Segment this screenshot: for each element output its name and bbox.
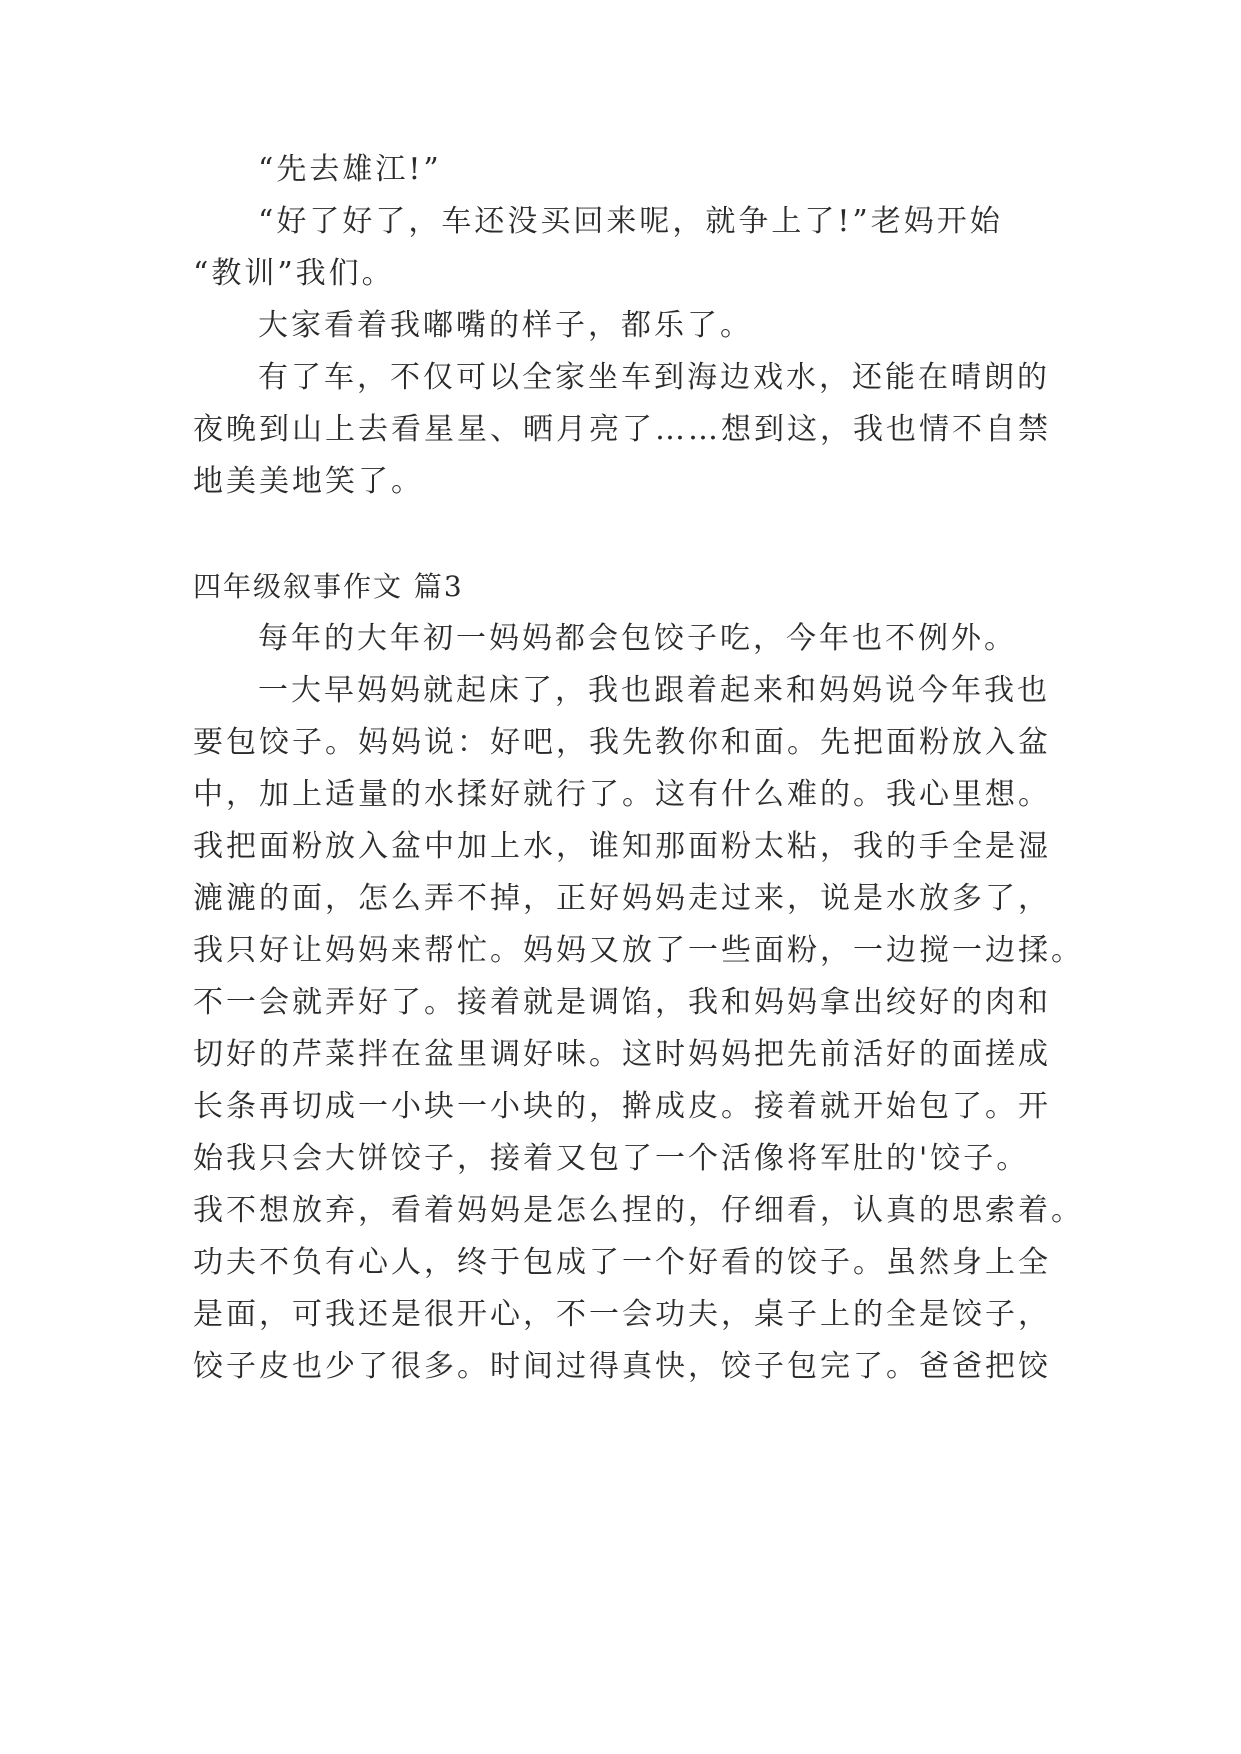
text-line: 我只好让妈妈来帮忙。妈妈又放了一些面粉，一边搅一边揉。 xyxy=(193,933,1084,968)
text-line: 地美美地笑了。 xyxy=(193,464,424,499)
text-line: 长条再切成一小块一小块的，擀成皮。接着就开始包了。开 xyxy=(193,1089,1051,1124)
text-line: 要包饺子。妈妈说：好吧，我先教你和面。先把面粉放入盆 xyxy=(193,725,1051,760)
text-line: 大家看着我嘟嘴的样子，都乐了。 xyxy=(258,308,753,343)
text-line: 每年的大年初一妈妈都会包饺子吃，今年也不例外。 xyxy=(258,621,1017,656)
section-heading: 四年级叙事作文 篇3 xyxy=(193,570,464,603)
text-line: 不一会就弄好了。接着就是调馅，我和妈妈拿出绞好的肉和 xyxy=(193,985,1051,1020)
text-line: 漉漉的面，怎么弄不掉，正好妈妈走过来，说是水放多了， xyxy=(193,881,1051,916)
text-line: 切好的芹菜拌在盆里调好味。这时妈妈把先前活好的面搓成 xyxy=(193,1037,1051,1072)
text-line: 我不想放弃，看着妈妈是怎么捏的，仔细看，认真的思索着。 xyxy=(193,1193,1084,1228)
text-line: “好了好了，车还没买回来呢，就争上了!”老妈开始 xyxy=(258,204,1003,239)
text-line: 一大早妈妈就起床了，我也跟着起来和妈妈说今年我也 xyxy=(258,673,1050,708)
text-line: 饺子皮也少了很多。时间过得真快，饺子包完了。爸爸把饺 xyxy=(193,1349,1051,1384)
text-line: 我把面粉放入盆中加上水，谁知那面粉太粘，我的手全是湿 xyxy=(193,829,1051,864)
text-line: 功夫不负有心人，终于包成了一个好看的饺子。虽然身上全 xyxy=(193,1245,1051,1280)
text-line: 是面，可我还是很开心，不一会功夫，桌子上的全是饺子， xyxy=(193,1297,1051,1332)
text-line: “先去雄江!” xyxy=(258,152,442,187)
text-line: 有了车，不仅可以全家坐车到海边戏水，还能在晴朗的 xyxy=(258,360,1050,395)
text-line: “教训”我们。 xyxy=(193,256,395,291)
text-line: 夜晚到山上去看星星、晒月亮了……想到这，我也情不自禁 xyxy=(193,412,1051,447)
text-line: 始我只会大饼饺子，接着又包了一个活像将军肚的'饺子。 xyxy=(193,1141,1030,1176)
text-line: 中，加上适量的水揉好就行了。这有什么难的。我心里想。 xyxy=(193,777,1051,812)
